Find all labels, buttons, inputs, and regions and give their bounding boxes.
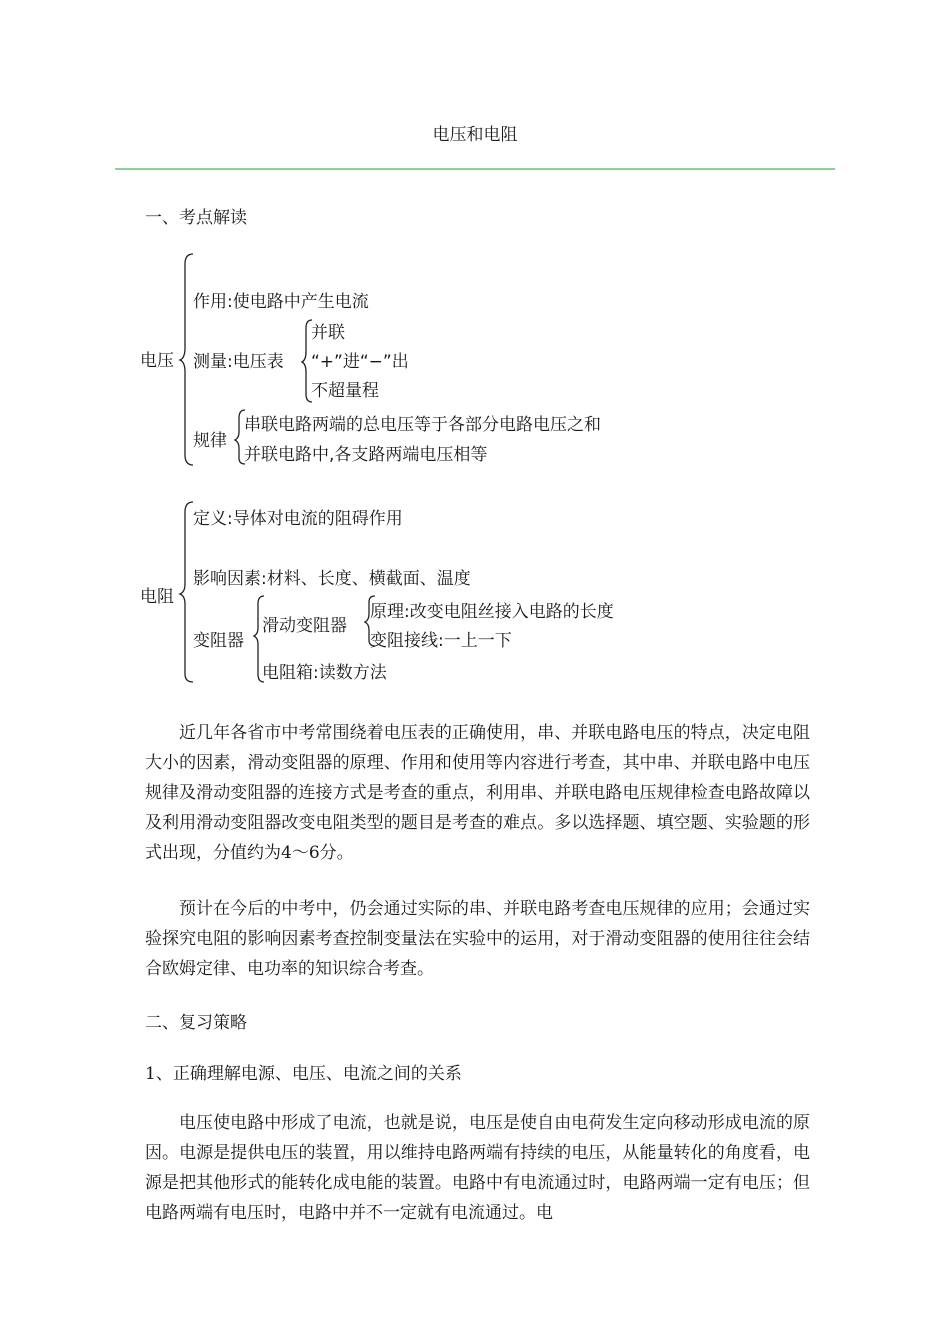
measure-item-polarity: “+”进“−”出 — [311, 352, 409, 372]
slide-principle: 原理:改变电阻丝接入电路的长度 — [370, 602, 614, 622]
paragraph-exam-trends — [145, 718, 810, 868]
slide-rheostat-label: 滑动变阻器 — [262, 616, 347, 636]
paragraph-relationship-text: 电压使电路中形成了电流，也就是说，电压是使自由电荷发生定向移动形成电流的原因。电源是提供电压的装置，用以维持电路两端有持续的电压，从能量转化的角度看，电源是把其他形式的能转化成电能的装置。电路中有电流通过时，电路两端一定有电压；但电路两端有电压时，电路中并不一定就有电流通过。电 — [145, 1113, 810, 1223]
resistance-main-brace — [180, 502, 193, 682]
subsection-heading-1: 1、正确理解电源、电压、电流之间的关系 — [145, 1064, 462, 1084]
measure-item-parallel: 并联 — [311, 323, 345, 343]
slide-wiring: 变阻接线:一上一下 — [370, 631, 512, 651]
voltage-law: 规律 — [193, 431, 227, 451]
voltage-effect: 作用:使电路中产生电流 — [193, 292, 369, 312]
section-heading-2: 二、复习策略 — [145, 1013, 247, 1033]
resistance-box: 电阻箱:读数方法 — [262, 663, 387, 683]
rheostat-label: 变阻器 — [193, 631, 244, 651]
voltage-concept-map — [140, 250, 660, 470]
section-heading-1: 一、考点解读 — [145, 208, 247, 228]
paragraph-exam-trends-text: 近几年各省市中考常围绕着电压表的正确使用，串、并联电路电压的特点，决定电阻大小的因素，滑动变阻器的原理、作用和使用等内容进行考查，其中串、并联电路中电压规律及滑动变阻器的连接方式是考查的重点，利用串、并联电路电压规律检查电路故障以及利用滑动变阻器改变电阻类型的题目是考查的难点。多以选择题、填空题、实验题的形式出现，分值约为4～6分。 — [145, 723, 810, 863]
paragraph-prediction — [145, 894, 810, 984]
law-parallel: 并联电路中,各支路两端电压相等 — [244, 445, 488, 465]
law-series: 串联电路两端的总电压等于各部分电路电压之和 — [244, 415, 601, 435]
voltage-main-brace — [180, 254, 193, 465]
voltage-measure: 测量:电压表 — [193, 352, 284, 372]
voltage-root: 电压 — [140, 351, 174, 371]
resistance-definition: 定义:导体对电流的阻碍作用 — [193, 509, 403, 529]
paragraph-relationship — [145, 1108, 810, 1228]
resistance-root: 电阻 — [140, 587, 174, 607]
measure-item-range: 不超量程 — [311, 381, 379, 401]
page-title: 电压和电阻 — [432, 125, 518, 145]
paragraph-prediction-text: 预计在今后的中考中，仍会通过实际的串、并联电路考查电压规律的应用；会通过实验探究电阻的影响因素考查控制变量法在实验中的运用，对于滑动变阻器的使用往往会结合欧姆定律、电功率的知识综合考查。 — [145, 899, 810, 979]
resistance-concept-map — [140, 498, 660, 688]
title-divider — [115, 168, 835, 170]
resistance-factors: 影响因素:材料、长度、横截面、温度 — [193, 569, 471, 589]
